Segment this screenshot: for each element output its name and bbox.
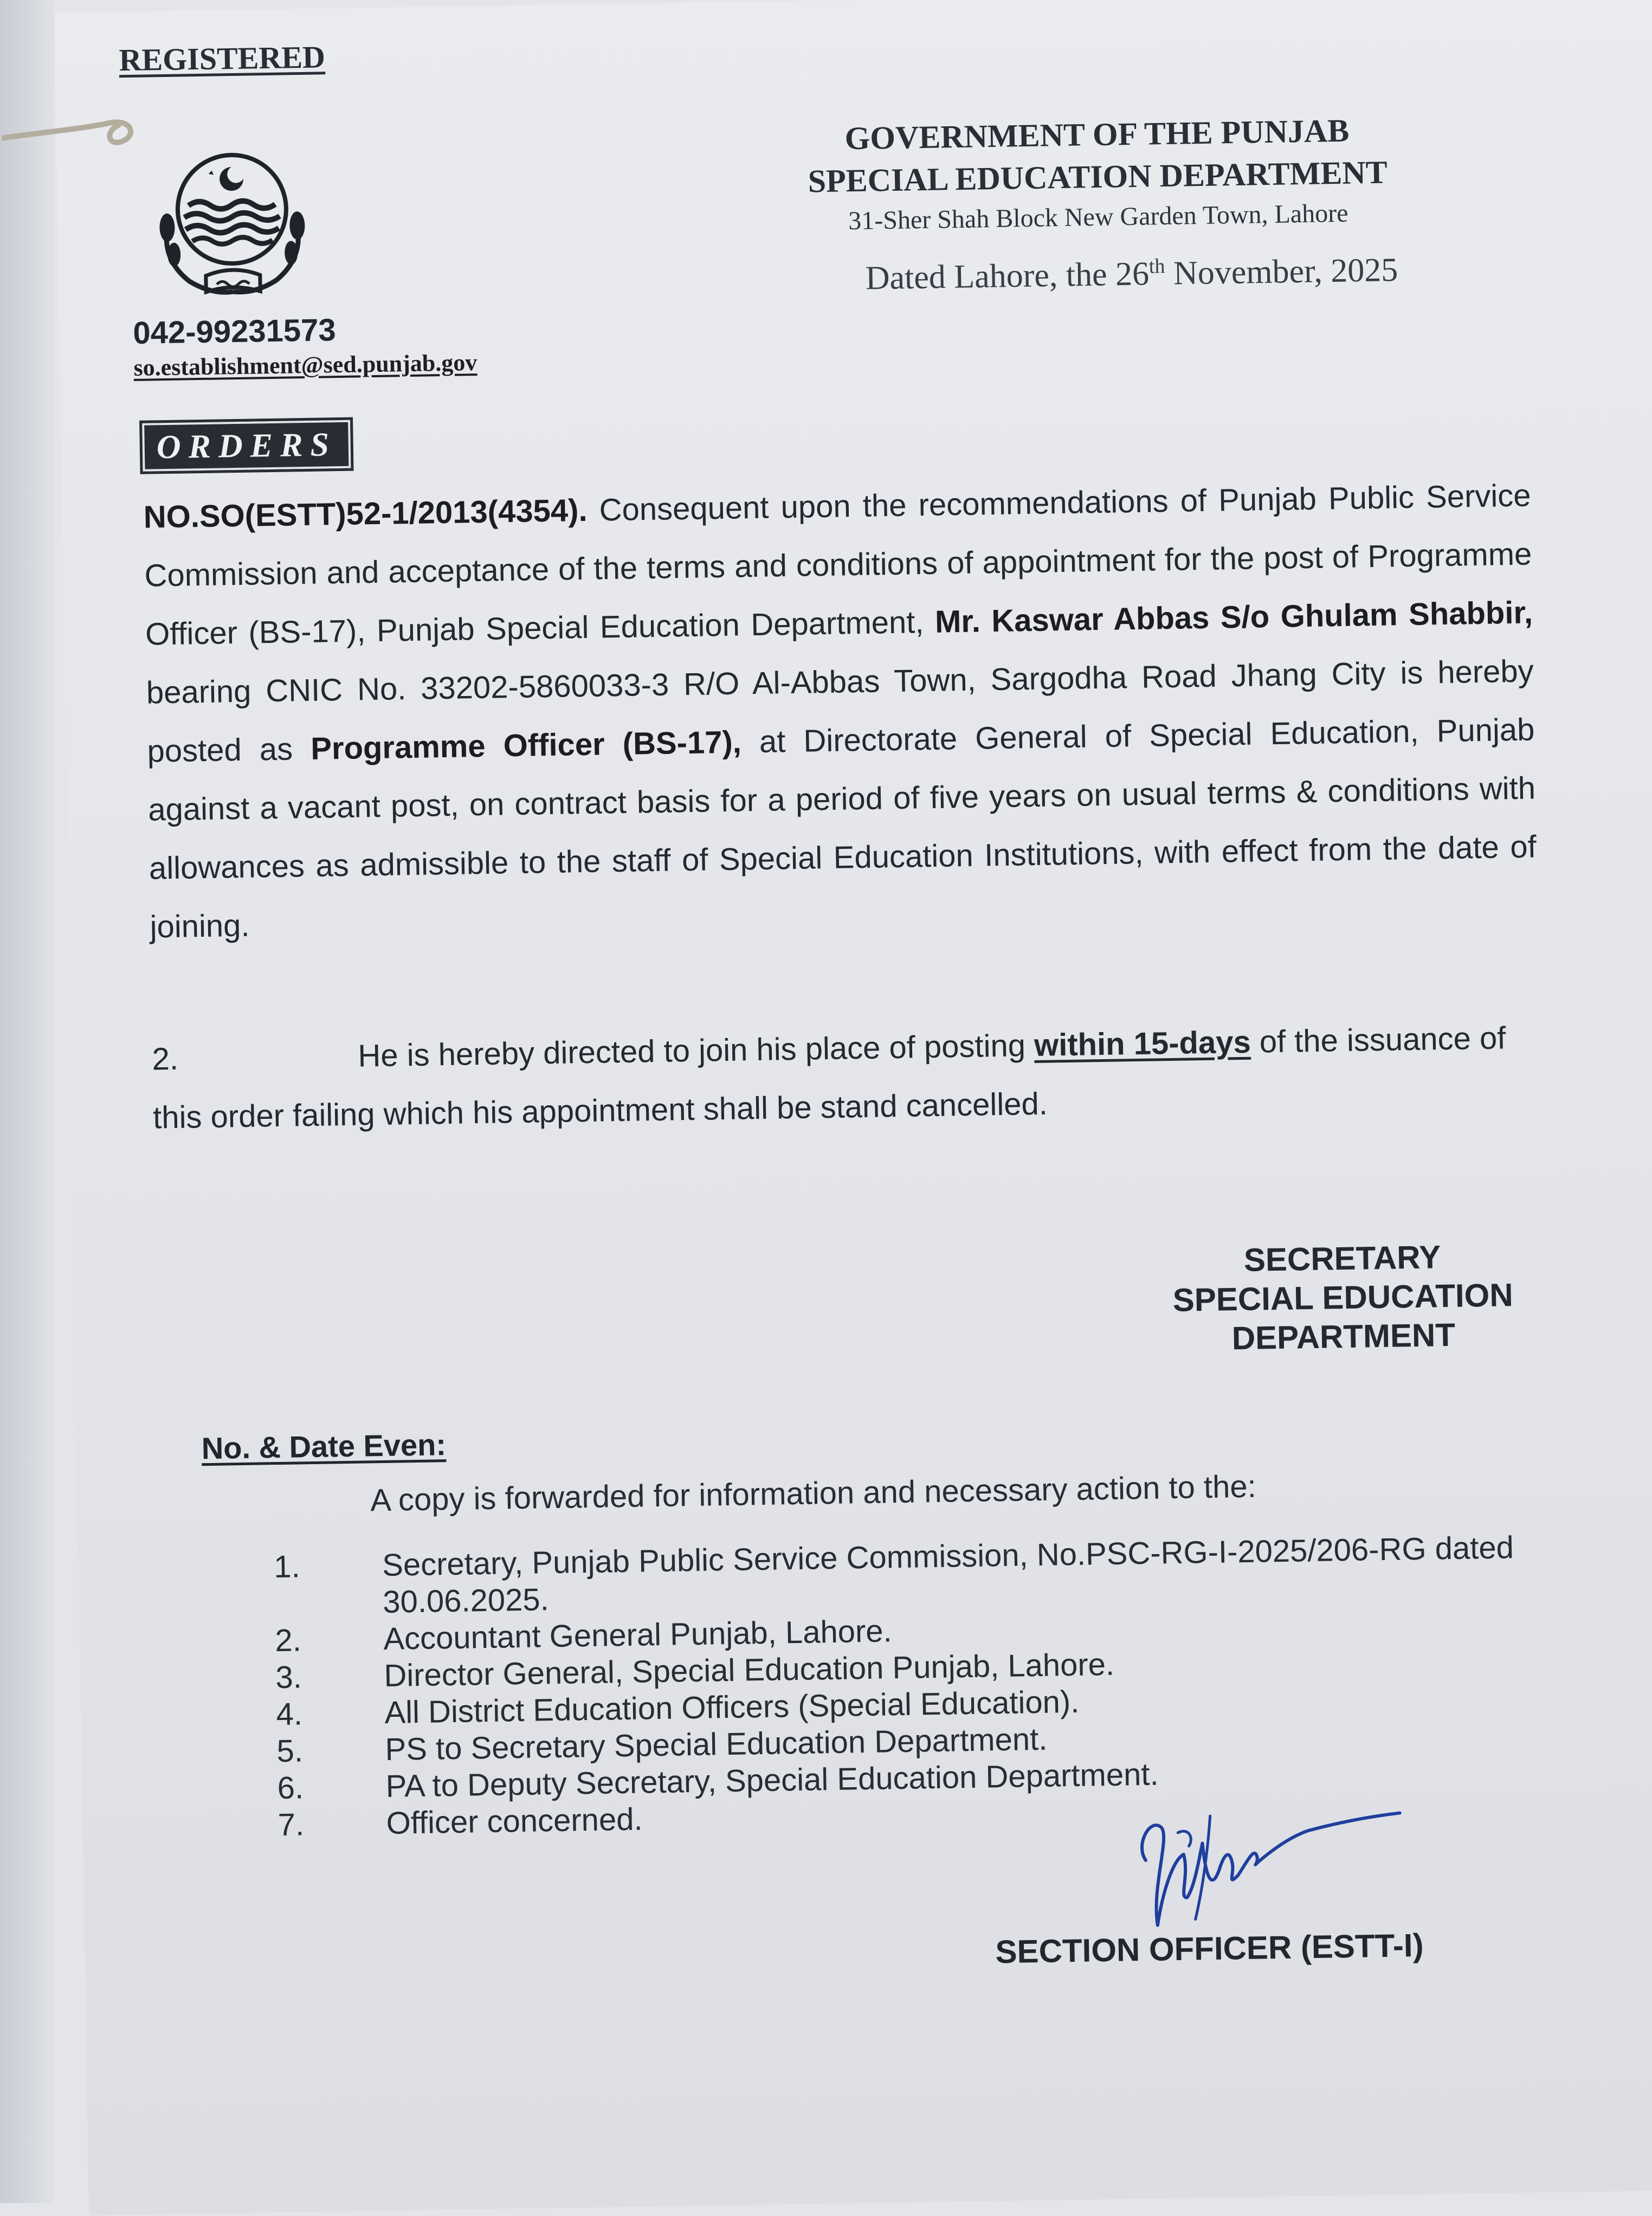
list-item-number: 1. bbox=[273, 1549, 301, 1585]
signatory-line-1: SECRETARY bbox=[1243, 1239, 1441, 1278]
paragraph1-text-c: at Directorate General of Special Education, Punjab against a vacant post, on contract basis for a period of five years on usual terms & conditions with allowances as admissible to the staff of Special Education Institutions, with effect from the date of joining. bbox=[147, 712, 1537, 945]
list-item-number: 6. bbox=[277, 1770, 304, 1806]
signatory-line-3: DEPARTMENT bbox=[1231, 1316, 1456, 1357]
list-item-text: Accountant General Punjab, Lahore. bbox=[383, 1613, 893, 1657]
signatory-line-2: SPECIAL EDUCATION bbox=[1172, 1277, 1514, 1319]
paragraph-number: 2. bbox=[152, 1041, 179, 1077]
list-item-text: PS to Secretary Special Education Department. bbox=[385, 1721, 1048, 1767]
paragraph1-text-b: bearing CNIC No. 33202-5860033-3 R/O Al-Abbas Town, Sargodha Road Jhang City is hereby posted as bbox=[146, 653, 1534, 769]
copy-intro: A copy is forwarded for information and necessary action to the: bbox=[370, 1468, 1257, 1518]
list-item-number: 4. bbox=[276, 1696, 303, 1732]
paragraph2-text-a: He is hereby directed to join his place of posting bbox=[357, 1027, 1035, 1074]
letterhead bbox=[744, 108, 1450, 203]
official-letter-page bbox=[54, 0, 1652, 2215]
section-officer-signatory: SECTION OFFICER (ESTT-I) bbox=[995, 1927, 1424, 1970]
order-paragraph-2 bbox=[152, 1008, 1541, 1147]
department-address: 31-Sher Shah Block New Garden Town, Lahore bbox=[848, 198, 1348, 236]
government-title: GOVERNMENT OF THE PUNJAB bbox=[844, 112, 1350, 157]
handwritten-signature-icon bbox=[1112, 1791, 1418, 1937]
joining-deadline: within 15-days bbox=[1034, 1024, 1251, 1063]
appointed-post: Programme Officer (BS-17), bbox=[310, 724, 742, 766]
email-address: so.establishment@sed.punjab.gov bbox=[133, 349, 477, 381]
date-prefix: Dated Lahore, the 26 bbox=[865, 255, 1150, 297]
order-paragraph-1 bbox=[143, 466, 1538, 956]
secretary-signatory bbox=[1136, 1236, 1550, 1360]
list-item-number: 5. bbox=[276, 1733, 304, 1769]
registered-label: REGISTERED bbox=[119, 39, 326, 78]
punjab-government-emblem-icon bbox=[144, 144, 320, 310]
letter-date bbox=[752, 249, 1512, 300]
date-ordinal: th bbox=[1148, 255, 1165, 278]
phone-number: 042-99231573 bbox=[132, 312, 337, 351]
order-reference-number: NO.SO(ESTT)52-1/2013(4354). bbox=[143, 492, 588, 535]
department-title: SPECIAL EDUCATION DEPARTMENT bbox=[808, 154, 1388, 199]
list-item-text: PA to Deputy Secretary, Special Education Department. bbox=[385, 1756, 1159, 1804]
list-item-text: Officer concerned. bbox=[386, 1801, 643, 1841]
list-item-text: Secretary, Punjab Public Service Commission, No.PSC-RG-I-2025/206-RG dated 30.06.2025. bbox=[382, 1530, 1514, 1620]
appointee-name: Mr. Kaswar Abbas S/o Ghulam Shabbir, bbox=[934, 595, 1533, 640]
date-suffix: November, 2025 bbox=[1165, 251, 1398, 292]
list-item-text: Director General, Special Education Punjab, Lahore. bbox=[383, 1646, 1115, 1693]
paragraph1-text-a: Consequent upon the recommendations of Punjab Public Service Commission and acceptance of the terms and conditions of appointment for the post of Programme Officer (BS-17), Punjab Special Education Department, bbox=[144, 478, 1532, 652]
list-item-text: All District Education Officers (Special Education). bbox=[384, 1684, 1080, 1730]
copy-heading: No. & Date Even: bbox=[201, 1427, 447, 1466]
paper-stack-edge bbox=[0, 0, 54, 2203]
list-item-number: 3. bbox=[275, 1659, 302, 1696]
list-item-number: 2. bbox=[274, 1622, 302, 1659]
orders-heading: ORDERS bbox=[142, 420, 351, 472]
paragraph2-text-b: of the issuance of this order failing which his appointment shall be stand cancelled. bbox=[152, 1020, 1506, 1136]
list-item-number: 7. bbox=[278, 1807, 305, 1843]
